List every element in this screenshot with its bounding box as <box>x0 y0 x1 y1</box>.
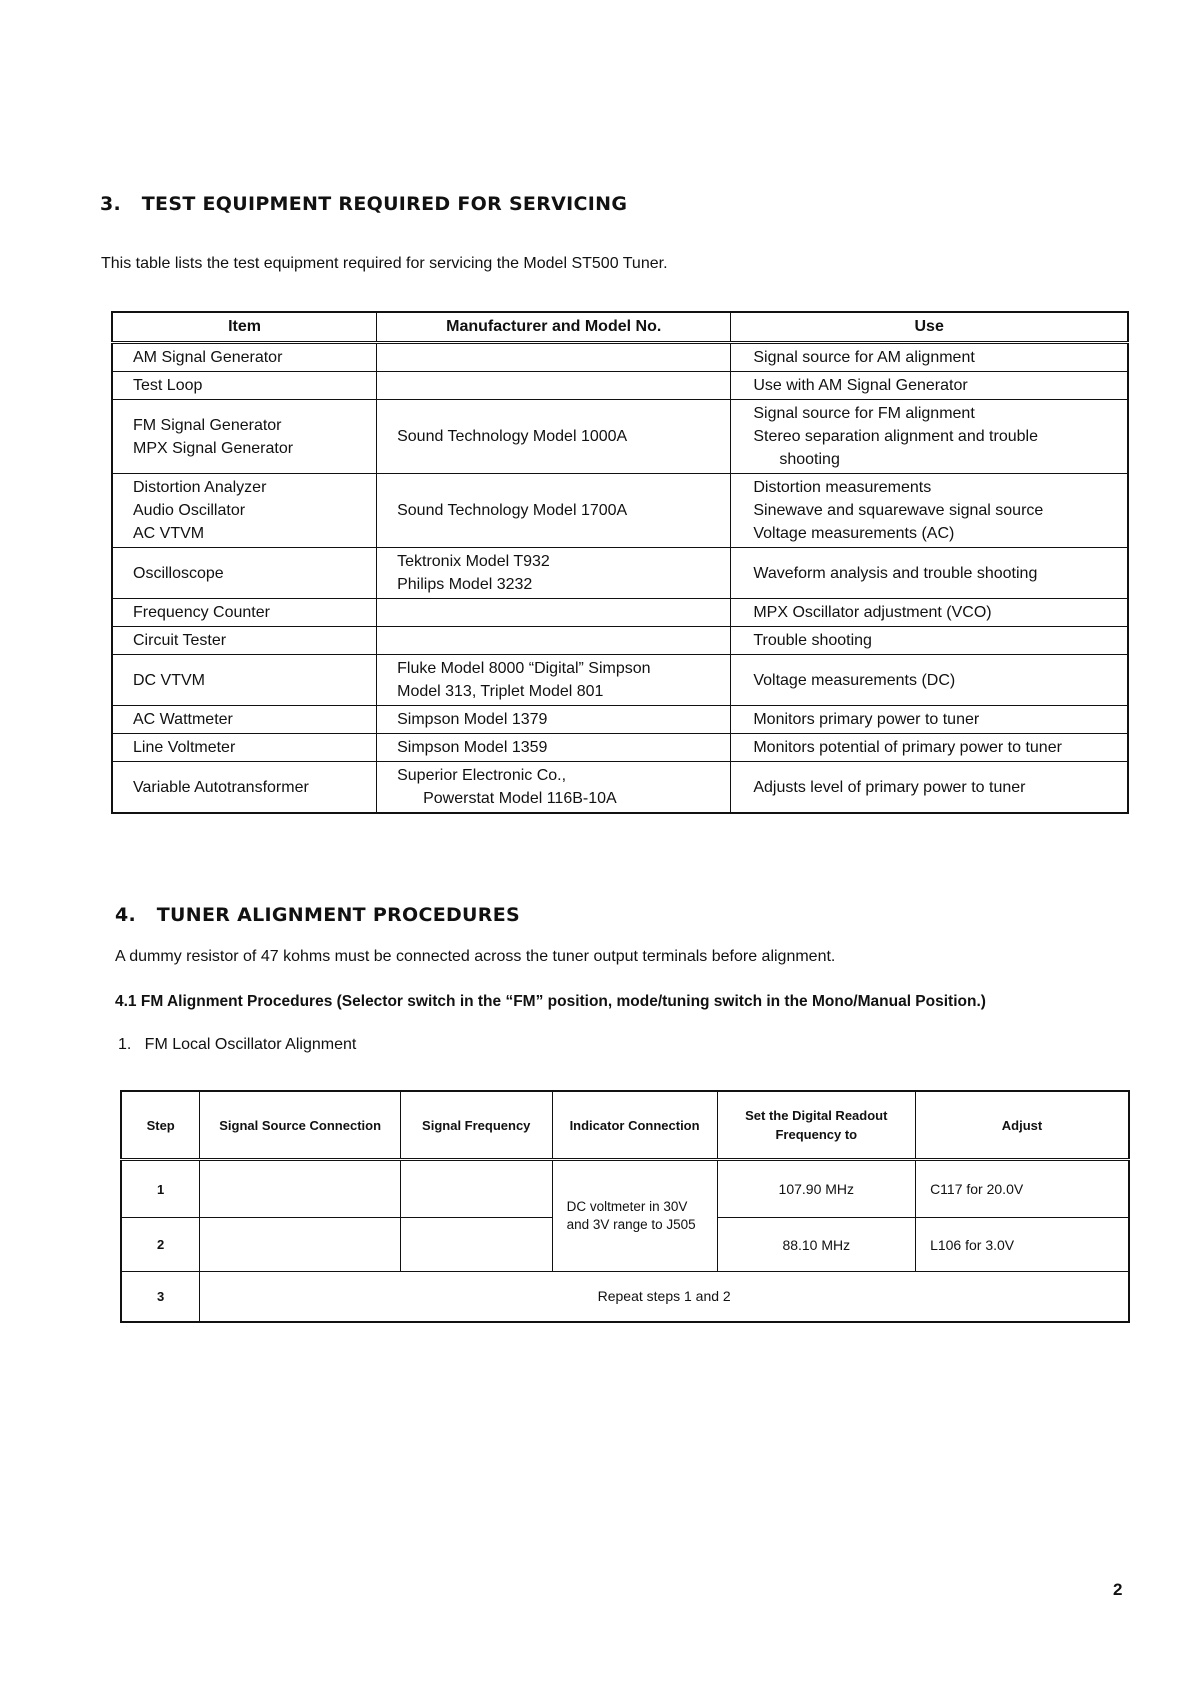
item-cell <box>112 400 377 474</box>
header-item: Item <box>112 312 377 343</box>
alignment-header-row <box>121 1091 1129 1160</box>
item-cell <box>112 372 377 400</box>
manufacturer-line: Model 313, Triplet Model 801 <box>397 683 604 700</box>
item-line: Test Loop <box>133 377 203 394</box>
indicator-text: DC voltmeter in 30V and 3V range to J505 <box>566 1199 696 1232</box>
manufacturer-cell <box>377 400 731 474</box>
item-cell <box>112 706 377 734</box>
use-cell <box>731 734 1128 762</box>
adjust-cell: L106 for 3.0V <box>916 1218 1129 1272</box>
item-cell <box>112 474 377 548</box>
manufacturer-line: Tektronix Model T932 <box>397 553 550 570</box>
item-line: AC VTVM <box>133 525 205 542</box>
step-cell: 3 <box>121 1272 200 1322</box>
equipment-row <box>112 655 1128 706</box>
manufacturer-cell <box>377 762 731 814</box>
use-line: Sinewave and squarewave signal source <box>753 502 1044 519</box>
use-line: Monitors primary power to tuner <box>753 711 980 728</box>
equipment-header-row <box>112 312 1128 343</box>
item-line: Distortion Analyzer <box>133 479 267 496</box>
use-line: Use with AM Signal Generator <box>753 377 968 394</box>
use-line: Waveform analysis and trouble shooting <box>753 564 1038 582</box>
item-line: Oscilloscope <box>133 564 224 582</box>
item-cell <box>112 548 377 599</box>
header-readout: Set the Digital Readout Frequency to <box>717 1091 916 1160</box>
manufacturer-cell <box>377 599 731 627</box>
signal-frequency-cell <box>400 1218 552 1272</box>
use-line: Signal source for AM alignment <box>753 349 975 366</box>
header-signal-source: Signal Source Connection <box>200 1091 401 1160</box>
item-line: Variable Autotransformer <box>133 778 309 796</box>
step-cell: 1 <box>121 1160 200 1218</box>
item-cell <box>112 343 377 372</box>
equipment-row <box>112 372 1128 400</box>
equipment-row <box>112 706 1128 734</box>
alignment-repeat-row <box>121 1272 1129 1322</box>
use-line: Voltage measurements (AC) <box>753 525 955 542</box>
manufacturer-cell <box>377 655 731 706</box>
manufacturer-line: Simpson Model 1359 <box>397 739 548 756</box>
equipment-row <box>112 343 1128 372</box>
manufacturer-line: Superior Electronic Co., <box>397 767 567 784</box>
use-cell <box>731 400 1128 474</box>
use-line: Stereo separation alignment and trouble <box>753 428 1038 445</box>
section4-heading <box>115 904 520 926</box>
use-cell <box>731 706 1128 734</box>
item-line: Frequency Counter <box>133 604 270 621</box>
manufacturer-line: Sound Technology Model 1700A <box>397 502 628 519</box>
item-cell <box>112 762 377 814</box>
use-line: Trouble shooting <box>753 632 872 649</box>
signal-frequency-cell <box>400 1160 552 1218</box>
manufacturer-line: Fluke Model 8000 “Digital” Simpson <box>397 660 651 677</box>
readout-cell: 88.10 MHz <box>717 1218 916 1272</box>
section4-intro: A dummy resistor of 47 kohms must be connected across the tuner output terminals before alignment. <box>115 948 836 965</box>
use-line: MPX Oscillator adjustment (VCO) <box>753 604 992 621</box>
manufacturer-cell <box>377 706 731 734</box>
manufacturer-line: Powerstat Model 116B-10A <box>423 790 617 807</box>
signal-source-cell <box>200 1218 401 1272</box>
use-cell <box>731 474 1128 548</box>
use-line: Voltage measurements (DC) <box>753 671 956 689</box>
item-line: Line Voltmeter <box>133 739 236 756</box>
section3-number: 3. <box>100 193 122 215</box>
item-cell <box>112 734 377 762</box>
section4-number: 4. <box>115 904 137 926</box>
header-signal-frequency: Signal Frequency <box>400 1091 552 1160</box>
item-cell <box>112 627 377 655</box>
header-indicator: Indicator Connection <box>552 1091 717 1160</box>
manufacturer-cell <box>377 734 731 762</box>
subsection-4-1: 4.1 FM Alignment Procedures (Selector switch in the “FM” position, mode/tuning switch in the Mono/Manual Position.) <box>115 993 986 1010</box>
manufacturer-cell <box>377 474 731 548</box>
readout-cell: 107.90 MHz <box>717 1160 916 1218</box>
section3-heading <box>100 193 627 215</box>
equipment-row <box>112 627 1128 655</box>
item-line: FM Signal Generator <box>133 416 282 434</box>
item-line: AM Signal Generator <box>133 349 283 366</box>
equipment-row <box>112 548 1128 599</box>
section3-title: TEST EQUIPMENT REQUIRED FOR SERVICING <box>141 193 628 215</box>
header-use: Use <box>731 312 1128 343</box>
manufacturer-cell <box>377 548 731 599</box>
section3-intro: This table lists the test equipment required for servicing the Model ST500 Tuner. <box>101 255 668 272</box>
use-cell <box>731 548 1128 599</box>
adjust-cell: C117 for 20.0V <box>916 1160 1129 1218</box>
use-line: shooting <box>779 451 840 468</box>
item-cell <box>112 655 377 706</box>
manufacturer-line: Sound Technology Model 1000A <box>397 428 628 445</box>
equipment-row <box>112 599 1128 627</box>
use-cell <box>731 599 1128 627</box>
header-manufacturer: Manufacturer and Model No. <box>377 312 731 343</box>
use-cell <box>731 372 1128 400</box>
header-adjust: Adjust <box>916 1091 1129 1160</box>
use-cell <box>731 627 1128 655</box>
use-line: Signal source for FM alignment <box>753 405 975 422</box>
use-line: Distortion measurements <box>753 479 932 496</box>
item-line: Audio Oscillator <box>133 502 246 519</box>
use-cell <box>731 762 1128 814</box>
section4-title: TUNER ALIGNMENT PROCEDURES <box>156 904 520 926</box>
repeat-text-cell: Repeat steps 1 and 2 <box>200 1272 1129 1322</box>
use-cell <box>731 655 1128 706</box>
indicator-cell <box>552 1160 717 1272</box>
equipment-row <box>112 474 1128 548</box>
step-cell: 2 <box>121 1218 200 1272</box>
alignment-row <box>121 1160 1129 1218</box>
item-cell <box>112 599 377 627</box>
use-line: Monitors potential of primary power to tuner <box>753 739 1062 756</box>
use-cell <box>731 343 1128 372</box>
signal-source-cell <box>200 1160 401 1218</box>
step-title: 1. FM Local Oscillator Alignment <box>118 1036 357 1053</box>
manufacturer-cell <box>377 372 731 400</box>
manufacturer-line: Philips Model 3232 <box>397 576 533 593</box>
manufacturer-cell <box>377 343 731 372</box>
item-line: AC Wattmeter <box>133 711 233 728</box>
use-line: Adjusts level of primary power to tuner <box>753 778 1026 796</box>
equipment-row <box>112 400 1128 474</box>
item-line: DC VTVM <box>133 671 205 689</box>
equipment-row <box>112 734 1128 762</box>
page-number: 2 <box>1113 1580 1123 1599</box>
equipment-row <box>112 762 1128 814</box>
manufacturer-cell <box>377 627 731 655</box>
manufacturer-line: Simpson Model 1379 <box>397 711 548 728</box>
equipment-table <box>111 311 1129 814</box>
item-line: MPX Signal Generator <box>133 439 294 457</box>
alignment-table <box>120 1090 1130 1323</box>
item-line: Circuit Tester <box>133 632 227 649</box>
header-step: Step <box>121 1091 200 1160</box>
